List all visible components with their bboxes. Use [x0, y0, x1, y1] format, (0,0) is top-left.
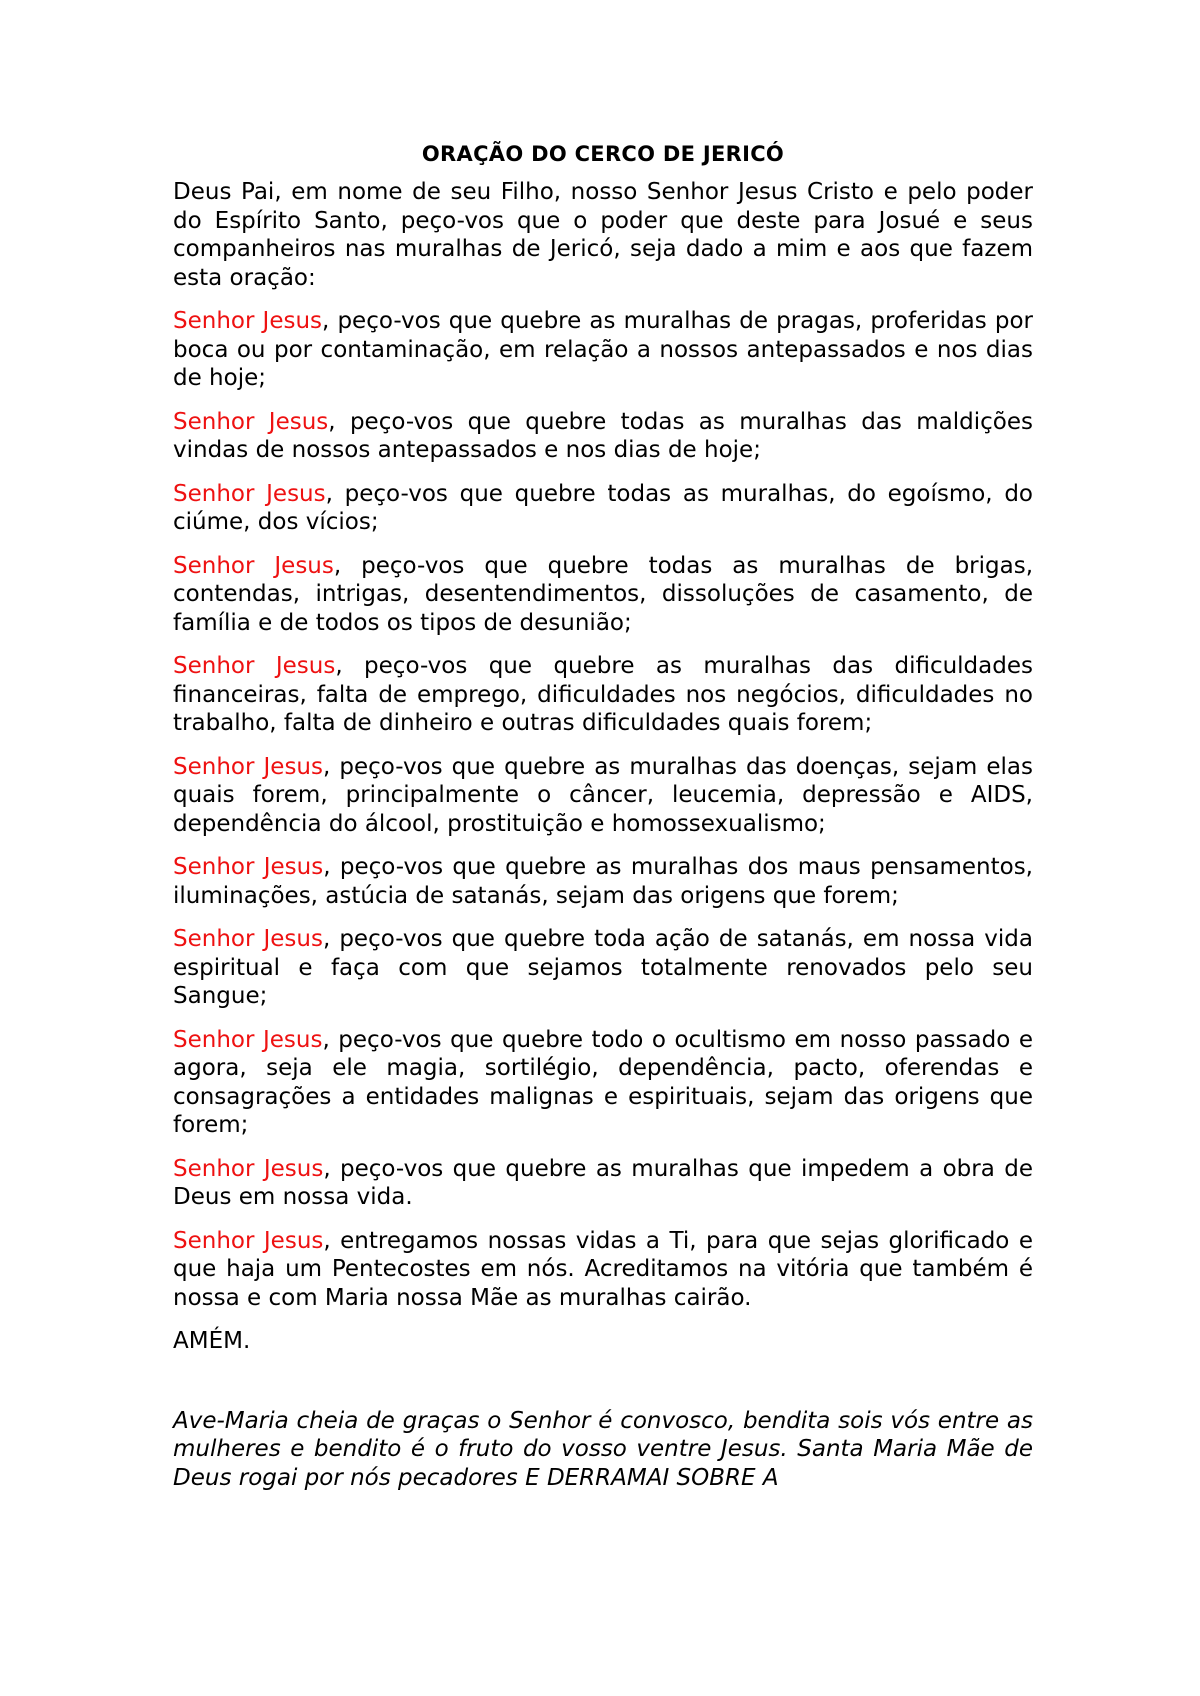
petition-paragraph — [173, 408, 1033, 465]
amen-line: AMÉM. — [173, 1328, 251, 1354]
invocation-label: Senhor Jesus — [173, 1026, 323, 1053]
invocation-label: Senhor Jesus — [173, 552, 334, 579]
petition-paragraph — [173, 1227, 1033, 1313]
petition-paragraph — [173, 853, 1033, 910]
invocation-label: Senhor Jesus — [173, 753, 323, 780]
invocation-label: Senhor Jesus — [173, 854, 324, 880]
petition-text: , peço-vos que quebre as muralhas dos maus pensamentos, iluminações, astúcia de satanás, sejam das origens que forem; — [173, 854, 1033, 909]
petition-paragraph — [173, 753, 1033, 839]
intro-paragraph: Deus Pai, em nome de seu Filho, nosso Senhor Jesus Cristo e pelo poder do Espírito Santo, peço-vos que o poder que deste para Josué e seus companheiros nas muralhas de Jericó, seja dado a mim e aos que fazem esta oração: — [173, 179, 1033, 291]
petition-paragraph — [173, 307, 1033, 393]
invocation-label: Senhor Jesus — [173, 1227, 324, 1254]
invocation-label: Senhor Jesus — [173, 1155, 324, 1182]
petition-text: , peço-vos que quebre todas as muralhas, do egoísmo, do ciúme, dos vícios; — [173, 480, 1033, 535]
invocation-label: Senhor Jesus — [173, 653, 336, 679]
petition-text: , peço-vos que quebre as muralhas das doenças, sejam elas quais forem, principalmente o câncer, leucemia, depressão e AIDS, dependência do álcool, prostituição e homossexualismo; — [173, 753, 1033, 837]
invocation-label: Senhor Jesus — [173, 408, 329, 435]
document-title: ORAÇÃO DO CERCO DE JERICÓ — [421, 142, 785, 166]
petition-text: , peço-vos que quebre todas as muralhas das maldições vindas de nossos antepassados e nos dias de hoje; — [173, 408, 1033, 463]
petition-text: , peço-vos que quebre todo o ocultismo em nosso passado e agora, seja ele magia, sortilégio, dependência, pacto, oferendas e consagrações a entidades malignas e espirituais, sejam das origens que forem; — [173, 1026, 1033, 1138]
petition-paragraph — [173, 925, 1033, 1011]
petition-text: , peço-vos que quebre todas as muralhas de brigas, contendas, intrigas, desentendimentos, dissoluções de casamento, de família e de todos os tipos de desunião; — [173, 552, 1033, 636]
invocation-label: Senhor Jesus — [173, 308, 323, 334]
invocation-label: Senhor Jesus — [173, 926, 323, 952]
hail-mary-paragraph: Ave-Maria cheia de graças o Senhor é convosco, bendita sois vós entre as mulheres e bendito é o fruto do vosso ventre Jesus. Santa Maria Mãe de Deus rogai por nós pecadores E DERRAMAI SOBRE A — [173, 1407, 1033, 1491]
petition-paragraph — [173, 1026, 1033, 1140]
petition-paragraph — [173, 652, 1033, 738]
petition-text: , peço-vos que quebre as muralhas de pragas, proferidas por boca ou por contaminação, em relação a nossos antepassados e nos dias de hoje; — [173, 308, 1033, 391]
petition-text: , peço-vos que quebre toda ação de satanás, em nossa vida espiritual e faça com que sejamos totalmente renovados pelo seu Sangue; — [173, 926, 1033, 1009]
document-page — [173, 140, 1033, 1492]
petition-paragraph — [173, 552, 1033, 638]
petition-text: , peço-vos que quebre as muralhas que impedem a obra de Deus em nossa vida. — [173, 1155, 1033, 1210]
petition-paragraph — [173, 1155, 1033, 1212]
petition-paragraph — [173, 480, 1033, 537]
petition-text: , peço-vos que quebre as muralhas das dificuldades financeiras, falta de emprego, dificuldades nos negócios, dificuldades no trabalho, falta de dinheiro e outras dificuldades quais forem; — [173, 653, 1033, 736]
petition-text: , entregamos nossas vidas a Ti, para que sejas glorificado e que haja um Pentecostes em nós. Acreditamos na vitória que também é nossa e com Maria nossa Mãe as muralhas cairão. — [173, 1227, 1033, 1311]
invocation-label: Senhor Jesus — [173, 480, 326, 507]
spacer — [173, 1371, 1033, 1407]
